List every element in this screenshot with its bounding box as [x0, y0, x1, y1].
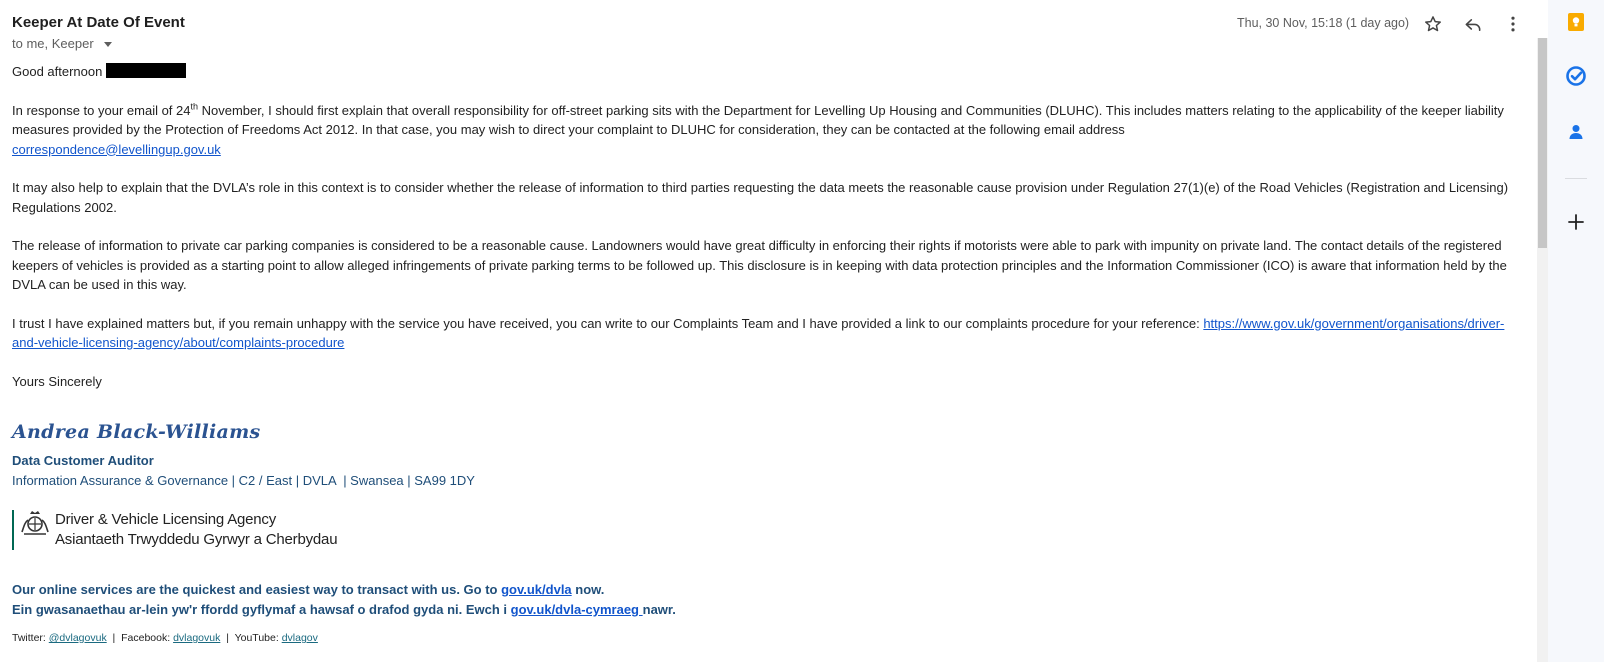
paragraph-4	[12, 314, 1512, 353]
paragraph-2: It may also help to explain that the DVLA’s role in this context is to consider whether the release of information to third parties requesting the data meets the reasonable cause provision under Regulation 27(1)(e) of the Road Vehicles (Registration and Licensing) Regulations 2002.	[12, 180, 1509, 215]
signature-name: Andrea Black-Williams	[12, 421, 261, 443]
greeting	[12, 62, 1512, 82]
facebook-link[interactable]: dvlagovuk	[173, 632, 221, 644]
agency-name-en: Driver & Vehicle Licensing Agency	[55, 511, 277, 528]
twitter-link[interactable]: @dvlagovuk	[48, 632, 107, 644]
youtube-link[interactable]: dvlagov	[281, 632, 318, 644]
social-links	[12, 632, 318, 644]
p1-text-a: In response to your email of 24	[12, 102, 191, 118]
separator: |	[106, 632, 122, 644]
online-cy-text-b: nawr.	[642, 602, 676, 617]
signature-title: Data Customer Auditor	[12, 453, 154, 468]
side-panel-divider	[1565, 178, 1587, 179]
dvla-link[interactable]: gov.uk/dvla	[501, 582, 572, 597]
keep-icon[interactable]	[1564, 10, 1588, 34]
p4-text: I trust I have explained matters but, if you remain unhappy with the service you have received, you can write to our Complaints Team and I have provided a link to our complaints procedure for your reference:	[12, 315, 1204, 331]
message-body	[12, 62, 1512, 410]
online-services-cy	[12, 600, 676, 620]
recipients-text: to me, Keeper	[12, 36, 94, 51]
star-icon[interactable]	[1422, 13, 1444, 35]
online-cy-text-a: Ein gwasanaethau ar-lein yw'r ffordd gyflymaf a hawsaf o drafod gyda ni. Ewch i	[12, 602, 511, 617]
greeting-text: Good afternoon	[12, 64, 103, 79]
facebook-label: Facebook:	[121, 632, 174, 644]
add-addon-icon[interactable]	[1564, 210, 1588, 234]
agency-name-cy: Asiantaeth Trwyddedu Gyrwyr a Cherbydau	[55, 531, 338, 548]
dvla-cymraeg-link[interactable]: gov.uk/dvla-cymraeg	[510, 602, 643, 617]
dvla-logo	[12, 510, 337, 550]
contacts-icon[interactable]	[1564, 120, 1588, 144]
twitter-label: Twitter:	[12, 632, 49, 644]
closing: Yours Sincerely	[12, 373, 102, 389]
separator: |	[220, 632, 235, 644]
online-services-en	[12, 580, 676, 600]
reply-icon[interactable]	[1462, 13, 1484, 35]
dluhc-email-link[interactable]: correspondence@levellingup.gov.uk	[12, 141, 221, 157]
scrollbar-thumb[interactable]	[1538, 38, 1547, 248]
online-en-text-b: now.	[571, 582, 605, 597]
tasks-icon[interactable]	[1564, 64, 1588, 88]
online-en-text-a: Our online services are the quickest and easiest way to transact with us. Go to	[12, 582, 502, 597]
message-date: Thu, 30 Nov, 15:18 (1 day ago)	[1237, 16, 1410, 30]
recipients[interactable]	[12, 36, 112, 51]
redacted-name	[106, 63, 186, 78]
p1-superscript: th	[190, 101, 199, 112]
paragraph-1	[12, 101, 1512, 160]
p1-text-b: November, I should first explain that overall responsibility for off-street parking sits with the Department for Levelling Up Housing and Communities (DLUHC). This includes matters relating to the applicability of the keeper liability measures provided by the Protection of Freedoms Act 2012. In that case, you may wish to direct your complaint to DLUHC for consideration, they can be contacted at the following email address	[12, 102, 1504, 137]
signature-department: Information Assurance & Governance | C2 / East | DVLA | Swansea | SA99 1DY	[12, 473, 475, 488]
youtube-label: YouTube:	[234, 632, 282, 644]
side-panel	[1548, 0, 1604, 662]
royal-crest-icon	[20, 510, 50, 536]
complaints-procedure-link[interactable]: https://www.gov.uk/government/organisations/driver-and-vehicle-licensing-agency/about/complaints-procedure	[12, 315, 1505, 350]
online-services-banner	[12, 580, 676, 620]
agency-name	[55, 510, 337, 550]
paragraph-3: The release of information to private car parking companies is considered to be a reasonable cause. Landowners would have great difficulty in enforcing their rights if motorists were able to park with impunity on private land. The contact details of the registered keepers of vehicles is provided as a starting point to allow alleged infringements of private parking terms to be followed up. This disclosure is in keeping with data protection principles and the Information Commissioner (ICO) is aware that information held by the DVLA can be used in this way.	[12, 238, 1507, 292]
more-options-icon[interactable]	[1502, 13, 1524, 35]
sender-name[interactable]: Keeper At Date Of Event	[12, 14, 185, 31]
show-details-icon[interactable]	[104, 42, 112, 47]
